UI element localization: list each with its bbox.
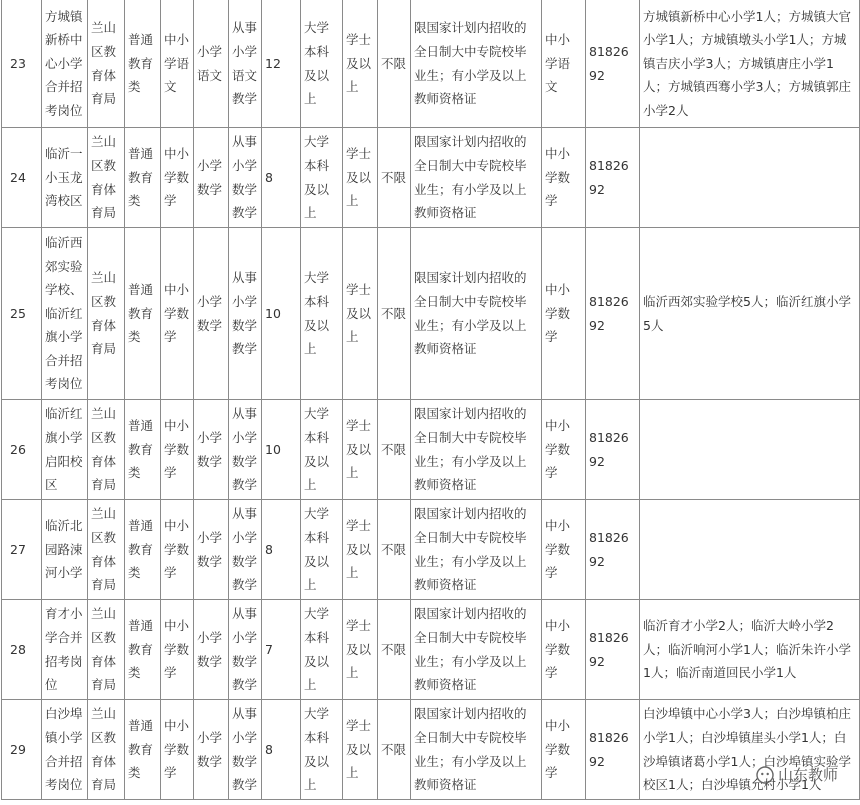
cell-headcount: 8 — [262, 500, 301, 600]
cell-phone: 8182692 — [586, 700, 640, 800]
cell-age: 不限 — [378, 400, 411, 500]
cell-phone: 8182692 — [586, 0, 640, 128]
cell-unit-name: 临沂西郊实验学校、临沂红旗小学合并招考岗位 — [42, 228, 88, 400]
cell-exam-subject: 中小学数学 — [542, 228, 586, 400]
watermark — [756, 764, 838, 785]
cell-row-number: 26 — [2, 400, 42, 500]
table-row — [2, 500, 860, 600]
cell-position-level: 中小学数学 — [161, 500, 194, 600]
cell-phone: 8182692 — [586, 500, 640, 600]
cell-age: 不限 — [378, 228, 411, 400]
table-row — [2, 0, 860, 128]
cell-department: 兰山区教育体育局 — [88, 600, 125, 700]
cell-phone: 8182692 — [586, 400, 640, 500]
cell-degree: 学士及以上 — [343, 228, 378, 400]
cell-subject: 小学数学 — [194, 400, 229, 500]
cell-row-number: 23 — [2, 0, 42, 128]
cell-department: 兰山区教育体育局 — [88, 500, 125, 600]
cell-row-number: 29 — [2, 700, 42, 800]
cell-requirements: 限国家计划内招收的全日制大中专院校毕业生；有小学及以上教师资格证 — [411, 0, 542, 128]
cell-row-number: 27 — [2, 500, 42, 600]
cell-job-category: 普通教育类 — [125, 600, 161, 700]
cell-degree: 学士及以上 — [343, 400, 378, 500]
cell-note: 临沂西郊实验学校5人；临沂红旗小学5人 — [640, 228, 860, 400]
cell-position-level: 中小学数学 — [161, 128, 194, 228]
cell-duty: 从事小学数学教学 — [229, 228, 262, 400]
cell-duty: 从事小学数学教学 — [229, 600, 262, 700]
cell-age: 不限 — [378, 600, 411, 700]
cell-department: 兰山区教育体育局 — [88, 0, 125, 128]
cell-education: 大学本科及以上 — [301, 600, 343, 700]
cell-subject: 小学语文 — [194, 0, 229, 128]
cell-headcount: 12 — [262, 0, 301, 128]
cell-phone: 8182692 — [586, 600, 640, 700]
wechat-logo-icon — [756, 766, 774, 784]
table-row — [2, 228, 860, 400]
cell-unit-name: 临沂一小玉龙湾校区 — [42, 128, 88, 228]
cell-unit-name: 育才小学合并招考岗位 — [42, 600, 88, 700]
cell-duty: 从事小学数学教学 — [229, 500, 262, 600]
cell-degree: 学士及以上 — [343, 128, 378, 228]
cell-duty: 从事小学数学教学 — [229, 400, 262, 500]
cell-subject: 小学数学 — [194, 128, 229, 228]
cell-education: 大学本科及以上 — [301, 500, 343, 600]
cell-headcount: 7 — [262, 600, 301, 700]
cell-phone: 8182692 — [586, 128, 640, 228]
cell-exam-subject: 中小学数学 — [542, 500, 586, 600]
cell-subject: 小学数学 — [194, 600, 229, 700]
cell-job-category: 普通教育类 — [125, 128, 161, 228]
cell-subject: 小学数学 — [194, 700, 229, 800]
recruitment-table — [1, 0, 860, 800]
table-row — [2, 700, 860, 800]
cell-row-number: 28 — [2, 600, 42, 700]
cell-position-level: 中小学数学 — [161, 228, 194, 400]
cell-job-category: 普通教育类 — [125, 500, 161, 600]
cell-position-level: 中小学数学 — [161, 400, 194, 500]
table-row — [2, 400, 860, 500]
table-row — [2, 128, 860, 228]
cell-department: 兰山区教育体育局 — [88, 128, 125, 228]
cell-row-number: 24 — [2, 128, 42, 228]
cell-requirements: 限国家计划内招收的全日制大中专院校毕业生；有小学及以上教师资格证 — [411, 228, 542, 400]
cell-degree: 学士及以上 — [343, 700, 378, 800]
table-row — [2, 600, 860, 700]
cell-job-category: 普通教育类 — [125, 400, 161, 500]
cell-note: 临沂育才小学2人；临沂大岭小学2人；临沂响河小学1人；临沂朱许小学1人；临沂南道回民小学1人 — [640, 600, 860, 700]
cell-age: 不限 — [378, 500, 411, 600]
watermark-text: 山东教师 — [777, 766, 838, 784]
cell-headcount: 8 — [262, 128, 301, 228]
cell-requirements: 限国家计划内招收的全日制大中专院校毕业生；有小学及以上教师资格证 — [411, 700, 542, 800]
cell-job-category: 普通教育类 — [125, 700, 161, 800]
cell-headcount: 8 — [262, 700, 301, 800]
cell-age: 不限 — [378, 0, 411, 128]
cell-subject: 小学数学 — [194, 500, 229, 600]
cell-degree: 学士及以上 — [343, 600, 378, 700]
cell-department: 兰山区教育体育局 — [88, 700, 125, 800]
cell-unit-name: 方城镇新桥中心小学合并招考岗位 — [42, 0, 88, 128]
cell-note: 方城镇新桥中心小学1人；方城镇大官小学1人；方城镇墩头小学1人；方城镇吉庆小学3人；方城镇唐庄小学1人；方城镇西骞小学3人；方城镇郭庄小学2人 — [640, 0, 860, 128]
cell-note — [640, 500, 860, 600]
cell-position-level: 中小学数学 — [161, 700, 194, 800]
cell-position-level: 中小学语文 — [161, 0, 194, 128]
cell-headcount: 10 — [262, 400, 301, 500]
cell-requirements: 限国家计划内招收的全日制大中专院校毕业生；有小学及以上教师资格证 — [411, 500, 542, 600]
cell-position-level: 中小学数学 — [161, 600, 194, 700]
cell-headcount: 10 — [262, 228, 301, 400]
cell-exam-subject: 中小学数学 — [542, 600, 586, 700]
cell-degree: 学士及以上 — [343, 500, 378, 600]
cell-education: 大学本科及以上 — [301, 228, 343, 400]
cell-exam-subject: 中小学语文 — [542, 0, 586, 128]
cell-exam-subject: 中小学数学 — [542, 128, 586, 228]
cell-subject: 小学数学 — [194, 228, 229, 400]
cell-note: 白沙埠镇中心小学3人；白沙埠镇柏庄小学1人；白沙埠镇崖头小学1人；白沙埠镇诸葛小学1人；白沙埠镇实验学校区1人；白沙埠镇允村小学1人 — [640, 700, 860, 800]
cell-exam-subject: 中小学数学 — [542, 400, 586, 500]
cell-requirements: 限国家计划内招收的全日制大中专院校毕业生；有小学及以上教师资格证 — [411, 600, 542, 700]
cell-age: 不限 — [378, 128, 411, 228]
cell-requirements: 限国家计划内招收的全日制大中专院校毕业生；有小学及以上教师资格证 — [411, 400, 542, 500]
cell-phone: 8182692 — [586, 228, 640, 400]
cell-education: 大学本科及以上 — [301, 0, 343, 128]
cell-job-category: 普通教育类 — [125, 0, 161, 128]
cell-duty: 从事小学数学教学 — [229, 128, 262, 228]
cell-note — [640, 400, 860, 500]
cell-note — [640, 128, 860, 228]
cell-education: 大学本科及以上 — [301, 400, 343, 500]
cell-unit-name: 临沂红旗小学启阳校区 — [42, 400, 88, 500]
cell-duty: 从事小学语文教学 — [229, 0, 262, 128]
cell-unit-name: 临沂北园路涑河小学 — [42, 500, 88, 600]
cell-exam-subject: 中小学数学 — [542, 700, 586, 800]
cell-department: 兰山区教育体育局 — [88, 400, 125, 500]
cell-duty: 从事小学数学教学 — [229, 700, 262, 800]
cell-job-category: 普通教育类 — [125, 228, 161, 400]
cell-department: 兰山区教育体育局 — [88, 228, 125, 400]
cell-requirements: 限国家计划内招收的全日制大中专院校毕业生；有小学及以上教师资格证 — [411, 128, 542, 228]
cell-unit-name: 白沙埠镇小学合并招考岗位 — [42, 700, 88, 800]
cell-age: 不限 — [378, 700, 411, 800]
cell-education: 大学本科及以上 — [301, 700, 343, 800]
cell-row-number: 25 — [2, 228, 42, 400]
cell-degree: 学士及以上 — [343, 0, 378, 128]
cell-education: 大学本科及以上 — [301, 128, 343, 228]
